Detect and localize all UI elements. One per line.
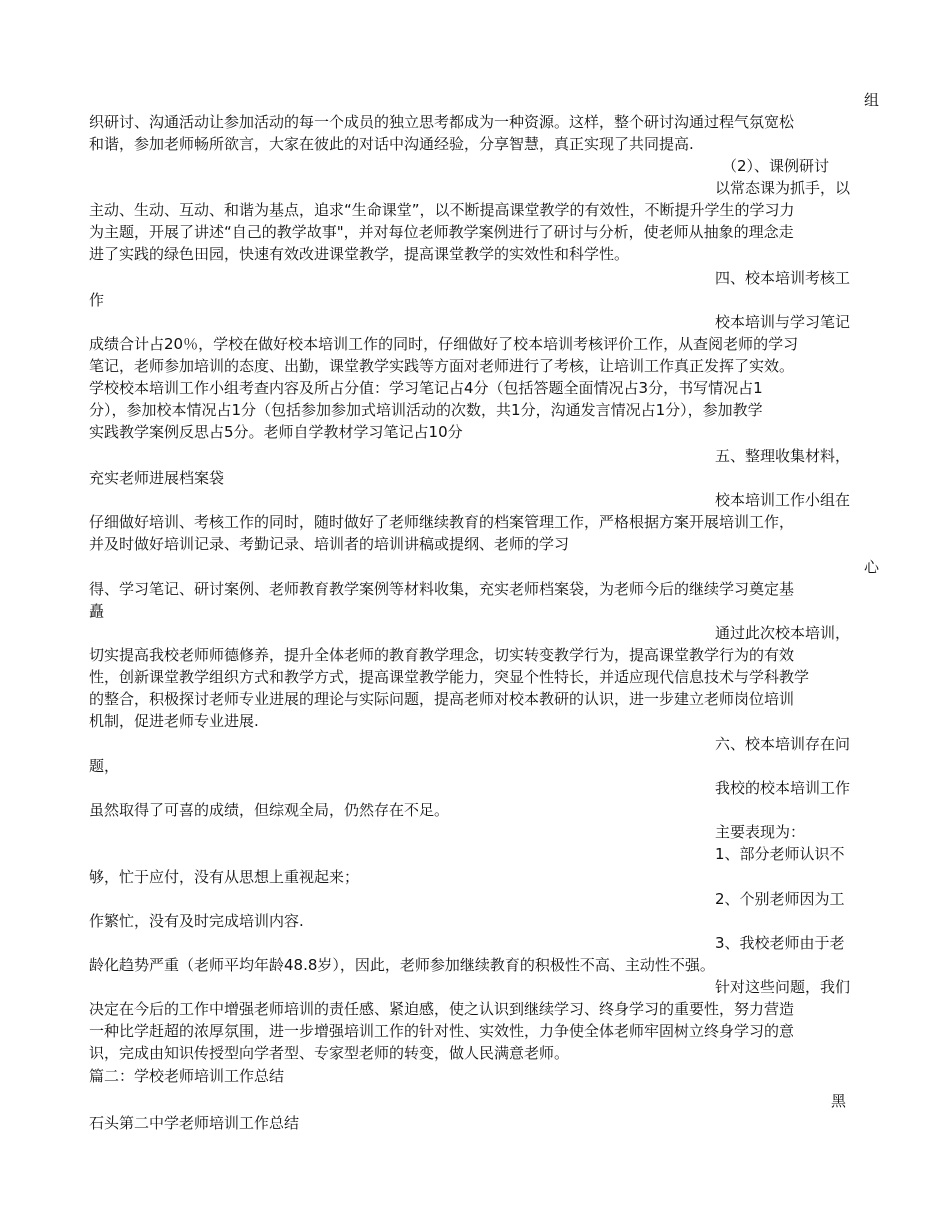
text-line: 心 [864,558,880,576]
text-line: 校本培训与学习笔记 [715,313,851,331]
text-line: 主要表现为： [715,823,806,841]
text-line: 为主题，开展了讲述“自己的教学故事"，并对每位老师教学案例进行了研讨与分析，使老师从抽象的理念走 [89,223,794,241]
text-line: 矗 [89,602,105,620]
section-heading: 四、校本培训考核工 [715,269,851,287]
text-line: 我校的校本培训工作 [715,779,851,797]
text-line: 决定在今后的工作中增强老师培训的责任感、紧迫感，使之认识到继续学习、终身学习的重要性，努力营造 [89,1000,795,1018]
text-line: 通过此次校本培训， [715,624,851,642]
text-line: 织研讨、沟通活动让参加活动的每一个成员的独立思考都成为一种资源。这样，整个研讨沟通过程气氛宽松 [89,113,795,131]
text-line: 实践教学案例反思占5分。老师自学教材学习笔记占10分 [89,423,463,441]
text-line: 作 [89,291,105,309]
text-line: 性，创新课堂教学组织方式和教学方式，提高课堂教学能力，突显个性特长，并适应现代信息技术与学科教学 [89,668,810,686]
text-line: 的整合，积极探讨老师专业进展的理论与实际问题，提高老师对校本教研的认识，进一步建立老师岗位培训 [89,690,795,708]
text-line: 以常态课为抓手，以 [715,179,851,197]
text-line: 成绩合计占20％，学校在做好校本培训工作的同时，仔细做好了校本培训考核评价工作，从查阅老师的学习 [89,335,799,353]
text-line: 够，忙于应付，没有从思想上重视起来； [89,868,360,886]
text-line: 主动、生动、互动、和谐为基点，追求“生命课堂”，以不断提高课堂教学的有效性，不断提升学生的学习力 [89,201,795,219]
article-heading: 篇二：学校老师培训工作总结 [89,1067,285,1085]
text-line: 龄化趋势严重（老师平均年龄48.8岁），因此，老师参加继续教育的积极性不高、主动性不强。 [89,956,715,974]
text-line: 得、学习笔记、研讨案例、老师教育教学案例等材料收集，充实老师档案袋，为老师今后的继续学习奠定基 [89,580,795,598]
section-heading: （2）、课例研讨 [722,157,830,175]
text-line: 针对这些问题，我们 [715,978,851,996]
text-line: 和谐，参加老师畅所欲言，大家在彼此的对话中沟通经验，分享智慧，真正实现了共同提高. [89,135,694,153]
text-line: 组 [864,91,880,109]
text-line: 识，完成由知识传授型向学者型、专家型老师的转变，做人民满意老师。 [89,1044,570,1062]
text-line: 机制，促进老师专业进展. [89,712,259,730]
text-line: 一种比学赶超的浓厚氛围，进一步增强培训工作的针对性、实效性，力争使全体老师牢固树立终身学习的意 [89,1022,795,1040]
text-line: 黑 [831,1092,847,1110]
list-item: 1、部分老师认识不 [715,845,845,863]
text-line: 笔记，老师参加培训的态度、出勤，课堂教学实践等方面对老师进行了考核，让培训工作真正发挥了实效。 [89,357,795,375]
section-heading: 六、校本培训存在问 [715,735,851,753]
article-title: 石头第二中学老师培训工作总结 [89,1114,300,1132]
text-line: 作繁忙，没有及时完成培训内容. [89,912,304,930]
text-line: 切实提高我校老师师德修养，提升全体老师的教育教学理念，切实转变教学行为，提高课堂教学行为的有效 [89,646,795,664]
text-line: 校本培训工作小组在 [715,491,851,509]
list-item: 2、个别老师因为工 [715,890,845,908]
section-heading: 五、整理收集材料， [715,447,851,465]
text-line: 进了实践的绿色田园，快速有效改进课堂教学，提高课堂教学的实效性和科学性。 [89,245,630,263]
text-line: 仔细做好培训、考核工作的同时，随时做好了老师继续教育的档案管理工作，严格根据方案开展培训工作， [89,513,795,531]
text-line: 题， [89,757,120,775]
text-line: 分），参加校本情况占1分（包括参加参加式培训活动的次数，共1分，沟通发言情况占1分），参加教学 [89,401,763,419]
text-line: 学校校本培训工作小组考查内容及所占分值：学习笔记占4分（包括答题全面情况占3分，书写情况占1 [89,379,763,397]
text-line: 并及时做好培训记录、考勤记录、培训者的培训讲稿或提纲、老师的学习 [89,535,570,553]
list-item: 3、我校老师由于老 [715,934,845,952]
text-line: 充实老师进展档案袋 [89,469,225,487]
text-line: 虽然取得了可喜的成绩，但综观全局，仍然存在不足。 [89,801,450,819]
